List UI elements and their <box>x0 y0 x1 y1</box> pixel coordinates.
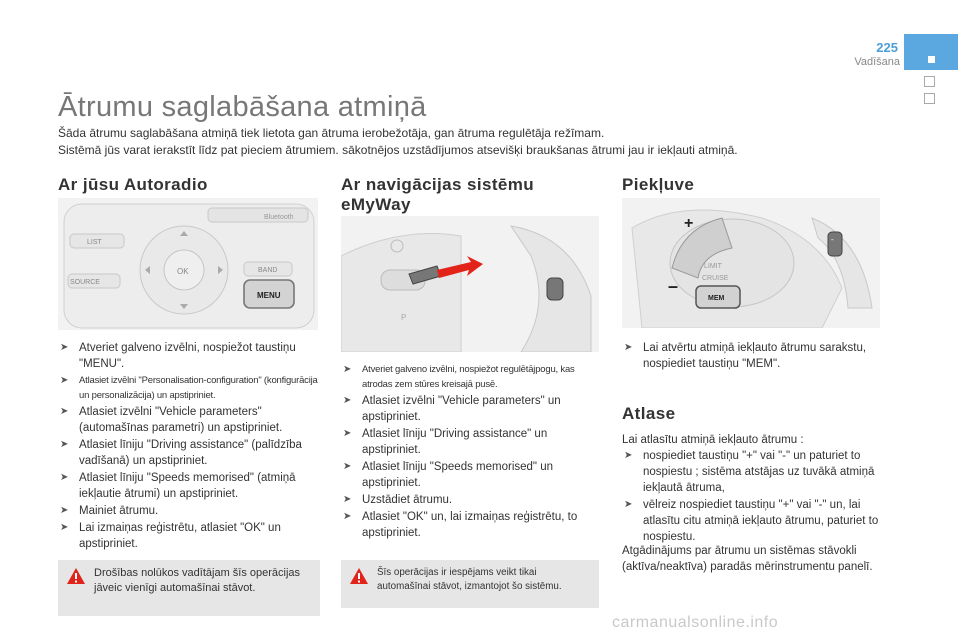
list-item <box>58 373 320 403</box>
step-text: Lai izmaiņas reģistrētu, atlasiet "OK" un apstipriniet. <box>79 522 281 550</box>
step-text: Uzstādiet ātrumu. <box>362 494 453 506</box>
bullet-icon: ➤ <box>343 511 352 522</box>
limit-label: LIMIT <box>704 263 722 270</box>
step-text: nospiediet taustiņu "+" vai "-" un paturiet to nospiestu ; sistēma atstājas uz tuvākā atmiņā iekļautā ātruma, <box>643 450 875 494</box>
list-item <box>622 340 880 372</box>
list-item <box>58 437 320 469</box>
autoradio-figure <box>58 198 318 330</box>
step-text: vēlreiz nospiediet taustiņu "+" vai "-" un, lai atlasītu citu atmiņā iekļauto ātrumu, paturiet to nospiestu. <box>643 499 879 543</box>
bullet-icon: ➤ <box>60 439 69 450</box>
bullet-icon: ➤ <box>624 499 633 510</box>
step-text: Atlasiet līniju "Speeds memorised" un apstipriniet. <box>362 461 553 489</box>
list-item <box>341 362 603 392</box>
band-label: BAND <box>258 267 278 274</box>
step-text: Atlasiet izvēlni "Vehicle parameters" un apstipriniet. <box>362 395 561 423</box>
reminder-text: Atgādinājums par ātrumu un sistēmas stāvokli (aktīva/neaktīva) paradās mērinstrumentu panelī. <box>622 545 873 573</box>
mem-label: MEM <box>708 295 725 302</box>
bullet-icon: ➤ <box>60 472 69 483</box>
svg-text:+: + <box>684 215 694 232</box>
list-item <box>58 520 320 552</box>
navigation-steps <box>341 362 603 542</box>
heading-access: Piekļuve <box>622 175 695 194</box>
bluetooth-label: Bluetooth <box>264 214 294 221</box>
intro-line: Sistēmā jūs varat ierakstīt līdz pat pieciem ātrumiem. sākotnējos uzstādījumos atsevišķi braukšanas ātrumi jau ir iekļauti atmiņā. <box>58 143 738 157</box>
list-item <box>58 404 320 436</box>
list-item <box>341 509 603 541</box>
autoradio-steps <box>58 340 320 553</box>
step-text: Atveriet galveno izvēlni, nospiežot regulētājpogu, kas atrodas zem stūres kreisajā pusē. <box>362 364 575 390</box>
intro-line: Šāda ātrumu saglabāšana atmiņā tiek lietota gan ātruma ierobežotāja, gan ātruma regulētāja režīmam. <box>58 126 605 140</box>
bullet-icon: ➤ <box>60 505 69 516</box>
access-steps <box>622 340 880 373</box>
warning-icon <box>349 567 369 585</box>
step-text: Atlasiet izvēlni "Personalisation-configuration" (konfigurācija un personalizācija) un apstipriniet. <box>79 375 318 401</box>
step-text: Atlasiet līniju "Speeds memorised" (atmiņā iekļautie ātrumi) un apstipriniet. <box>79 472 296 500</box>
bullet-icon: ➤ <box>60 375 69 386</box>
heading-select: Atlase <box>622 404 676 423</box>
step-text: Atlasiet līniju "Driving assistance" un apstipriniet. <box>362 428 548 456</box>
chapter-box <box>924 93 935 104</box>
bullet-icon: ➤ <box>343 494 352 505</box>
note-text: Drošības nolūkos vadītājam šīs operācijas jāveic vienīgi automašīnai stāvot. <box>94 567 301 594</box>
intro-text <box>58 125 738 159</box>
svg-text:P: P <box>401 313 407 322</box>
select-intro: Lai atlasītu atmiņā iekļauto ātrumu : <box>622 434 804 446</box>
list-item <box>341 459 603 491</box>
step-text: Atlasiet līniju "Driving assistance" (palīdzība vadīšanā) un apstipriniet. <box>79 439 302 467</box>
list-label: LIST <box>87 239 102 246</box>
operation-note <box>341 560 599 608</box>
warning-icon <box>66 567 86 585</box>
source-label: SOURCE <box>70 279 100 286</box>
menu-label: MENU <box>257 291 281 300</box>
list-item <box>622 497 880 545</box>
step-text: Mainiet ātrumu. <box>79 505 159 517</box>
bullet-icon: ➤ <box>624 450 633 461</box>
chapter-tab <box>904 34 958 70</box>
list-item <box>58 340 320 372</box>
list-item <box>58 470 320 502</box>
heading-line: eMyWay <box>341 195 411 214</box>
navigation-figure <box>341 216 599 352</box>
bullet-icon: ➤ <box>343 395 352 406</box>
step-text: Atveriet galveno izvēlni, nospiežot taustiņu "MENU". <box>79 342 296 370</box>
list-item <box>622 448 880 496</box>
heading-autoradio: Ar jūsu Autoradio <box>58 175 208 194</box>
safety-note <box>58 560 320 616</box>
svg-text:–: – <box>668 276 679 296</box>
heading-navigation <box>341 175 534 215</box>
bullet-icon: ➤ <box>343 428 352 439</box>
bullet-icon: ➤ <box>60 522 69 533</box>
step-text: Atlasiet "OK" un, lai izmaiņas reģistrētu, to apstipriniet. <box>362 511 578 539</box>
select-steps <box>622 448 880 546</box>
steering-controls-illustration <box>622 198 880 328</box>
list-item <box>341 492 603 508</box>
page-number: 225 <box>876 40 898 55</box>
list-item <box>58 503 320 519</box>
chapter-box <box>924 76 935 87</box>
steering-controls-figure <box>622 198 880 328</box>
bullet-icon: ➤ <box>343 364 352 375</box>
page-title: Ātrumu saglabāšana atmiņā <box>58 91 427 123</box>
steering-column-illustration <box>341 216 599 352</box>
list-item <box>341 426 603 458</box>
chapter-tab-marker <box>928 56 935 63</box>
step-text: Atlasiet izvēlni "Vehicle parameters" (automašīnas parametri) un apstipriniet. <box>79 406 283 434</box>
step-text: Lai atvērtu atmiņā iekļauto ātrumu sarakstu, nospiediet taustiņu "MEM". <box>643 342 867 370</box>
cruise-label: CRUISE <box>702 275 729 282</box>
note-text: Šīs operācijas ir iespējams veikt tikai automašīnai stāvot, izmantojot šo sistēmu. <box>377 567 562 592</box>
bullet-icon: ➤ <box>60 406 69 417</box>
heading-line: Ar navigācijas sistēmu <box>341 175 535 194</box>
bullet-icon: ➤ <box>343 461 352 472</box>
watermark: carmanualsonline.info <box>612 614 779 631</box>
autoradio-illustration <box>58 198 318 330</box>
bullet-icon: ➤ <box>60 342 69 353</box>
list-item <box>341 393 603 425</box>
bullet-icon: ➤ <box>624 342 633 353</box>
svg-text:-: - <box>831 235 834 244</box>
ok-label: OK <box>177 267 189 276</box>
section-name: Vadīšana <box>854 56 900 68</box>
